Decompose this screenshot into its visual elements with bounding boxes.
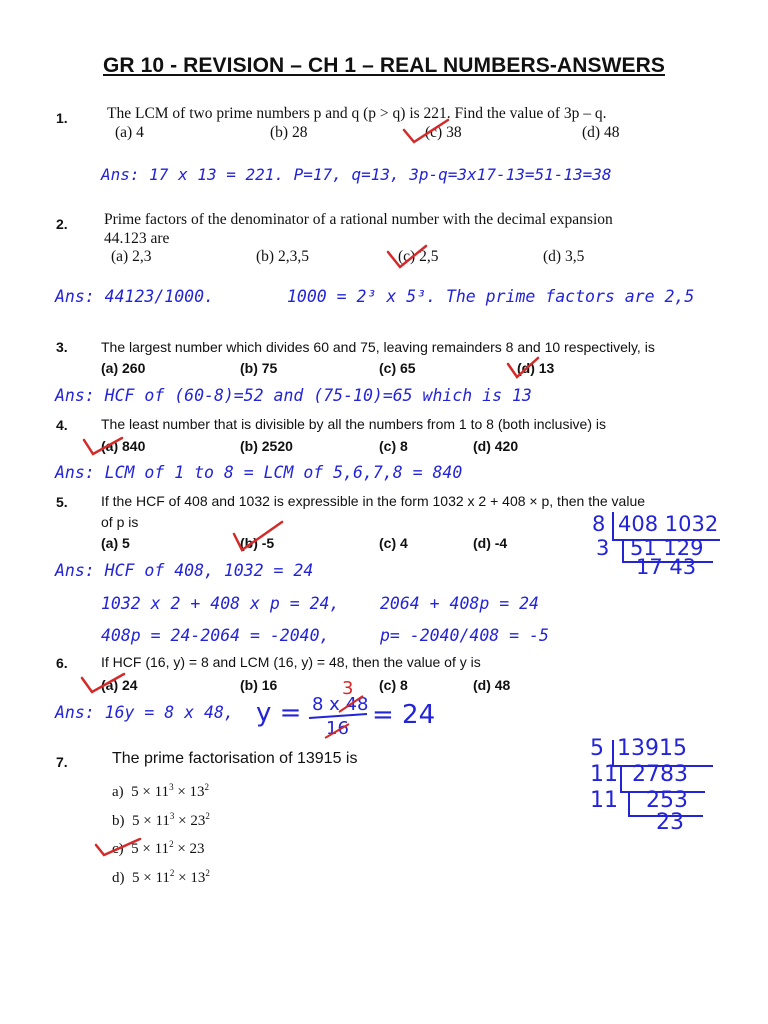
q5-answer-line2b: 2064 + 408p = 24 (380, 594, 539, 613)
q5-work-row-2: 51 129 (630, 536, 704, 560)
q5-work-row-1: 408 1032 (618, 512, 719, 536)
q5-option-d: (d) -4 (473, 535, 508, 551)
q5-answer-line1: Ans: HCF of 408, 1032 = 24 (55, 561, 314, 580)
q3-option-d: (d) 13 (517, 360, 555, 376)
q7-work-divisor-2: 11 (590, 762, 618, 787)
q2-answer-factors: 1000 = 2³ x 5³. The prime factors are 2,5 (287, 287, 695, 306)
tick-mark-icon (80, 670, 126, 696)
question-number: 1. (56, 110, 68, 126)
tick-mark-icon (402, 118, 452, 146)
q5-option-b: (b) -5 (240, 535, 275, 551)
page-title: GR 10 - REVISION – CH 1 – REAL NUMBERS-ANSWERS (103, 54, 665, 77)
q4-option-c: (c) 8 (379, 438, 408, 454)
question-7-text: The prime factorisation of 13915 is (112, 750, 358, 767)
q7-work-row-3: 253 (646, 788, 688, 813)
q4-option-a: (a) 840 (101, 438, 146, 454)
question-3-text: The largest number which divides 60 and 75, leaving remainders 8 and 10 respectively, is (101, 339, 655, 355)
tick-mark-icon (232, 520, 284, 554)
q7-work-divisor-3: 11 (590, 788, 618, 813)
q6-work-result: = 24 (372, 700, 436, 730)
q6-work-lhs: y = (256, 698, 302, 728)
q5-work-row-3: 17 43 (636, 555, 697, 579)
q3-option-c: (c) 65 (379, 360, 416, 376)
tick-mark-icon (506, 356, 540, 380)
q5-answer-line3b: p= -2040/408 = -5 (380, 626, 549, 645)
q4-answer: Ans: LCM of 1 to 8 = LCM of 5,6,7,8 = 840 (55, 463, 463, 482)
q2-option-a: (a) 2,3 (111, 248, 152, 265)
q4-option-b: (b) 2520 (240, 438, 293, 454)
q7-work-divisor-1: 5 (590, 736, 604, 761)
question-number: 7. (56, 754, 68, 770)
q2-answer-fraction: Ans: 44123/1000. (55, 287, 214, 306)
fraction-and-cancel-lines (305, 694, 375, 744)
q5-answer-line3a: 408p = 24-2064 = -2040, (101, 626, 330, 645)
tick-mark-icon (94, 835, 142, 859)
question-4-text: The least number that is divisible by all the numbers from 1 to 8 (both inclusive) is (101, 416, 607, 432)
q1-option-b: (b) 28 (270, 124, 308, 141)
question-number: 4. (56, 417, 68, 433)
question-number: 3. (56, 339, 68, 355)
q7-option-c: c) $5 \times 11^2 \times 23$ (112, 839, 205, 857)
q6-option-a: (a) 24 (101, 677, 138, 693)
question-2-text-line2: 44.123 are (104, 230, 170, 247)
q1-option-d: (d) 48 (582, 124, 620, 141)
q2-option-b: (b) 2,3,5 (256, 248, 309, 265)
q7-option-d: d) $5 \times 11^2 \times 13^2$ (112, 868, 210, 886)
q7-option-a: a) $5 \times 11^3 \times 13^2$ (112, 782, 210, 800)
question-5-text-line2: of p is (101, 514, 139, 530)
question-2-text-line1: Prime factors of the denominator of a rational number with the decimal expansion (104, 211, 613, 228)
q7-work-row-1: 13915 (617, 736, 687, 761)
q5-option-a: (a) 5 (101, 535, 130, 551)
division-lines (585, 736, 725, 836)
q6-work-cancel-top: 3 (342, 678, 354, 699)
q4-option-d: (d) 420 (473, 438, 519, 454)
question-number: 6. (56, 655, 68, 671)
q2-option-d: (d) 3,5 (543, 248, 585, 265)
q3-answer: Ans: HCF of (60-8)=52 and (75-10)=65 which is 13 (55, 386, 532, 405)
q3-option-a: (a) 260 (101, 360, 146, 376)
q6-option-d: (d) 48 (473, 677, 511, 693)
tick-mark-icon (82, 434, 124, 458)
q7-work-row-2: 2783 (632, 762, 688, 787)
q1-answer: Ans: 17 x 13 = 221. P=17, q=13, 3p-q=3x17-13=51-13=38 (101, 165, 612, 184)
question-number: 2. (56, 216, 68, 232)
q5-answer-line2a: 1032 x 2 + 408 x p = 24, (101, 594, 340, 613)
q1-option-c: (c) 38 (425, 124, 462, 141)
division-lines (585, 510, 725, 582)
q5-work-divisor-2: 3 (596, 536, 610, 560)
q6-work-denominator: 16 (326, 718, 349, 739)
q1-option-a: (a) 4 (115, 124, 144, 141)
tick-mark-icon (386, 244, 428, 270)
question-number: 5. (56, 494, 68, 510)
q6-option-c: (c) 8 (379, 677, 408, 693)
q7-option-b: b) $5 \times 11^3 \times 23^2$ (112, 811, 210, 829)
q7-work-row-4: 23 (656, 810, 684, 835)
question-5-text-line1: If the HCF of 408 and 1032 is expressible in the form 1032 x 2 + 408 × p, then the value (101, 493, 646, 509)
q3-option-b: (b) 75 (240, 360, 278, 376)
q6-option-b: (b) 16 (240, 677, 278, 693)
q6-work-numerator: 8 x 48 (312, 694, 369, 715)
question-1-text: The LCM of two prime numbers p and q (p > q) is 221. Find the value of 3p – q. (107, 105, 607, 122)
q5-option-c: (c) 4 (379, 535, 408, 551)
q2-option-c: (c) 2,5 (398, 248, 439, 265)
q5-work-divisor-1: 8 (592, 512, 606, 536)
question-6-text: If HCF (16, y) = 8 and LCM (16, y) = 48, then the value of y is (101, 654, 481, 670)
q6-answer: Ans: 16y = 8 x 48, (55, 703, 234, 722)
